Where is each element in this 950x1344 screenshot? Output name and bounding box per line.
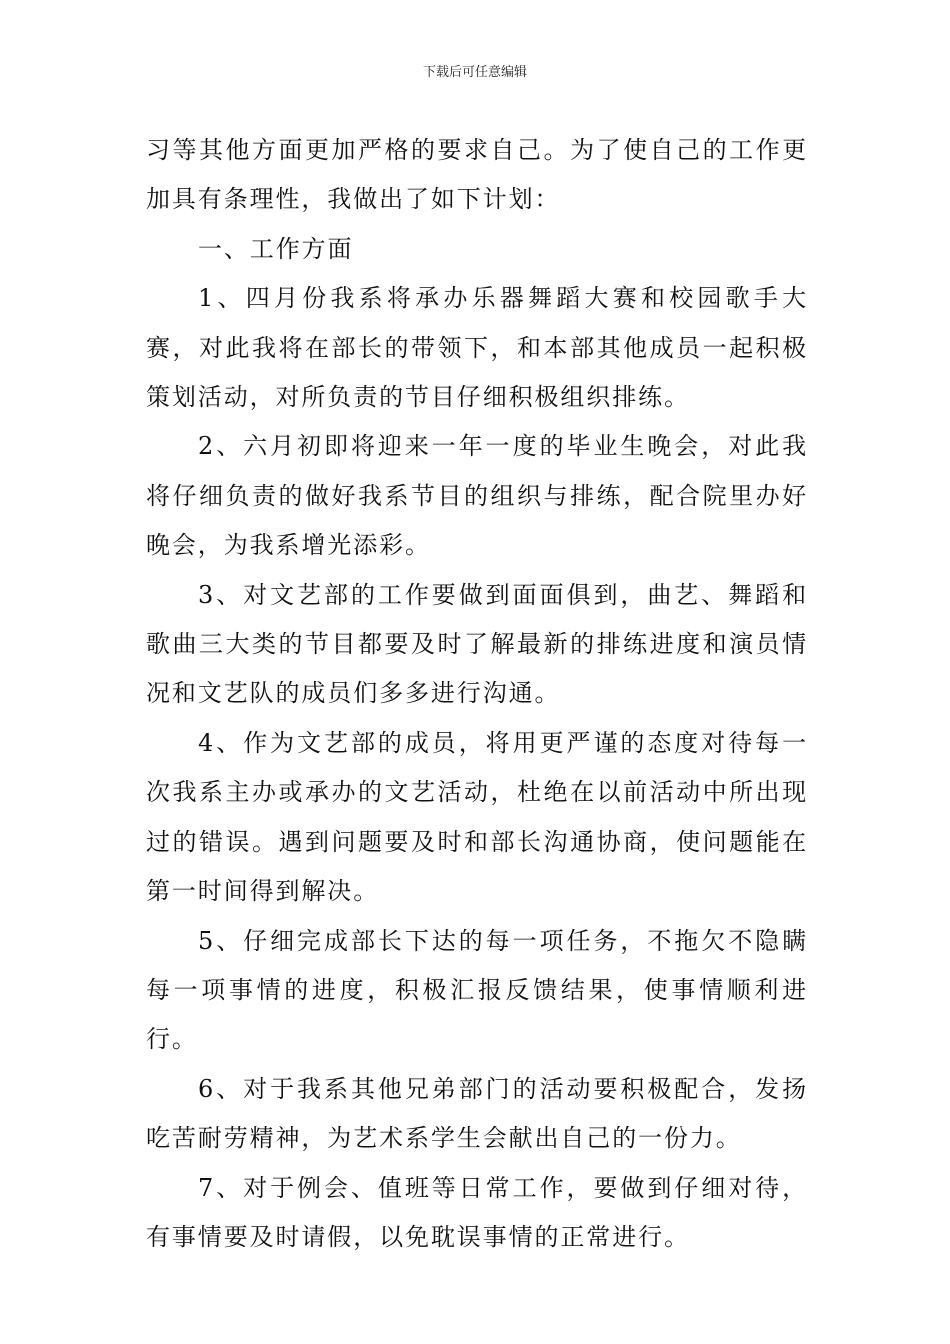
document-body — [146, 126, 808, 1262]
paragraph-item-3: 3、对文艺部的工作要做到面面俱到，曲艺、舞蹈和歌曲三大类的节目都要及时了解最新的排练进度和演员情况和文艺队的成员们多多进行沟通。 — [146, 580, 808, 708]
paragraph-item-2: 2、六月初即将迎来一年一度的毕业生晚会，对此我将仔细负责的做好我系节目的组织与排练，配合院里办好晚会，为我系增光添彩。 — [146, 432, 808, 560]
paragraph-item-1: 1、四月份我系将承办乐器舞蹈大赛和校园歌手大赛，对此我将在部长的带领下，和本部其他成员一起积极策划活动，对所负责的节目仔细积极组织排练。 — [146, 284, 808, 412]
page-header: 下载后可任意编辑 — [422, 65, 527, 80]
paragraph-item-4: 4、作为文艺部的成员，将用更严谨的态度对待每一次我系主办或承办的文艺活动，杜绝在以前活动中所出现过的错误。遇到问题要及时和部长沟通协商，使问题能在第一时间得到解决。 — [146, 728, 808, 906]
paragraph-item-6: 6、对于我系其他兄弟部门的活动要积极配合，发扬吃苦耐劳精神，为艺术系学生会献出自己的一份力。 — [146, 1074, 808, 1153]
section-heading-work: 一、工作方面 — [198, 234, 354, 263]
paragraph-intro-continuation: 习等其他方面更加严格的要求自己。为了使自己的工作更加具有条理性，我做出了如下计划： — [146, 136, 808, 214]
paragraph-item-5: 5、仔细完成部长下达的每一项任务，不拖欠不隐瞒每一项事情的进度，积极汇报反馈结果，使事情顺利进行。 — [146, 926, 808, 1054]
paragraph-item-7: 7、对于例会、值班等日常工作，要做到仔细对待，有事情要及时请假，以免耽误事情的正常进行。 — [146, 1173, 808, 1251]
